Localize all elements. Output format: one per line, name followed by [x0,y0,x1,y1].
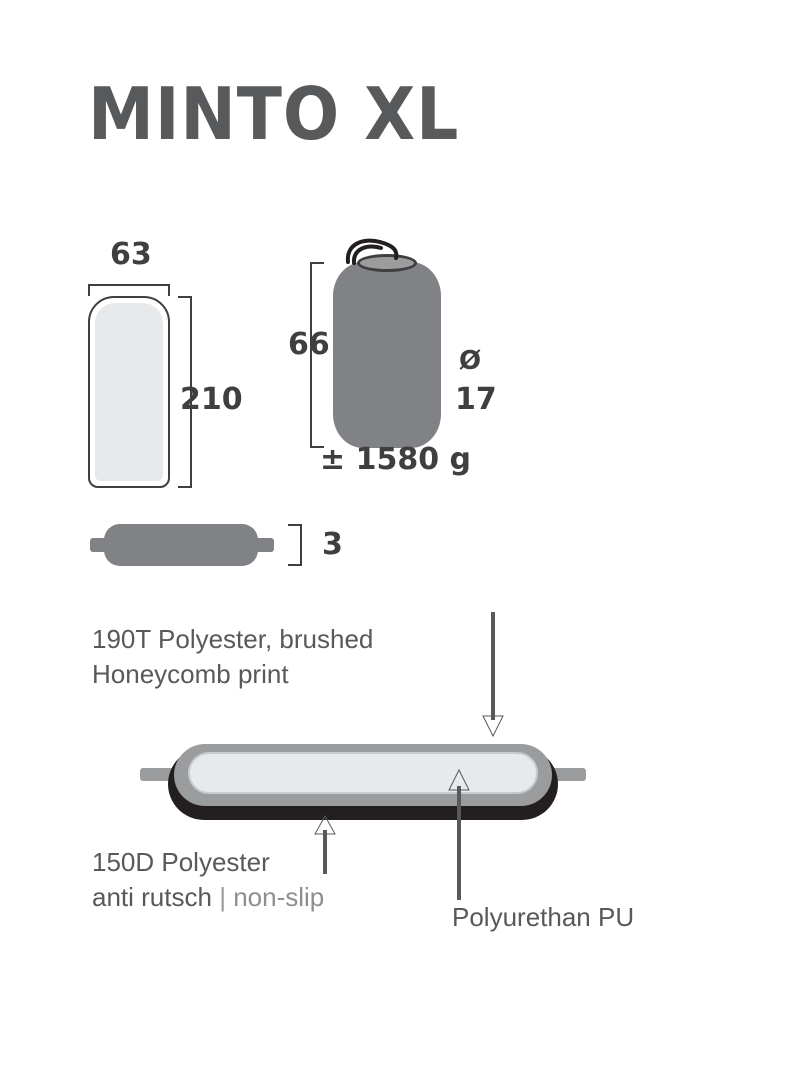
thickness-tick-bottom [288,564,302,566]
packed-bag-body [333,262,441,448]
callout-bottom-fabric-de: anti rutsch [92,882,212,913]
rolled-mat-body [104,524,258,566]
thickness-tick-top [288,524,302,526]
dimension-width-label: 63 [110,237,152,272]
callout-bottom-fabric [92,845,324,915]
callout-separator: | [219,882,226,913]
callout-top-fabric [92,622,373,692]
callout-bottom-fabric-line2 [92,880,324,915]
callout-bottom-fabric-line1: 150D Polyester [92,847,270,877]
weight-label: ± 1580 g [320,442,471,477]
dimension-pack-length-label: 66 [288,327,330,362]
arrow-top-fabric-icon [480,612,520,742]
mat-inner-surface [95,303,163,481]
dimension-diameter-label: 17 [455,382,497,417]
dimension-diameter-symbol: Ø [459,346,482,376]
packed-bag-cord-icon [340,236,410,266]
mat-top-view [88,296,170,488]
callout-pu-coating [452,900,634,935]
width-caliper-bar [88,284,170,286]
callout-pu-coating-line1: Polyurethan PU [452,902,635,932]
callout-top-fabric-line2: Honeycomb print [92,659,289,690]
dimension-thickness-label: 3 [322,527,343,562]
length-caliper-tick-top [178,296,192,298]
dimension-length-label: 210 [180,382,243,417]
arrow-pu-icon [446,770,486,902]
callout-top-fabric-line1: 190T Polyester, brushed [92,624,374,654]
width-caliper-tick-left [88,284,90,296]
length-caliper-tick-bottom [178,486,192,488]
thickness-caliper-bar [300,524,302,566]
page-title: MINTO XL [88,72,460,156]
pack-length-tick-top [310,262,324,264]
rolled-mat-tab-right [252,538,274,552]
callout-bottom-fabric-en: non-slip [233,882,325,913]
cross-section-group [140,740,580,830]
width-caliper-tick-right [168,284,170,296]
